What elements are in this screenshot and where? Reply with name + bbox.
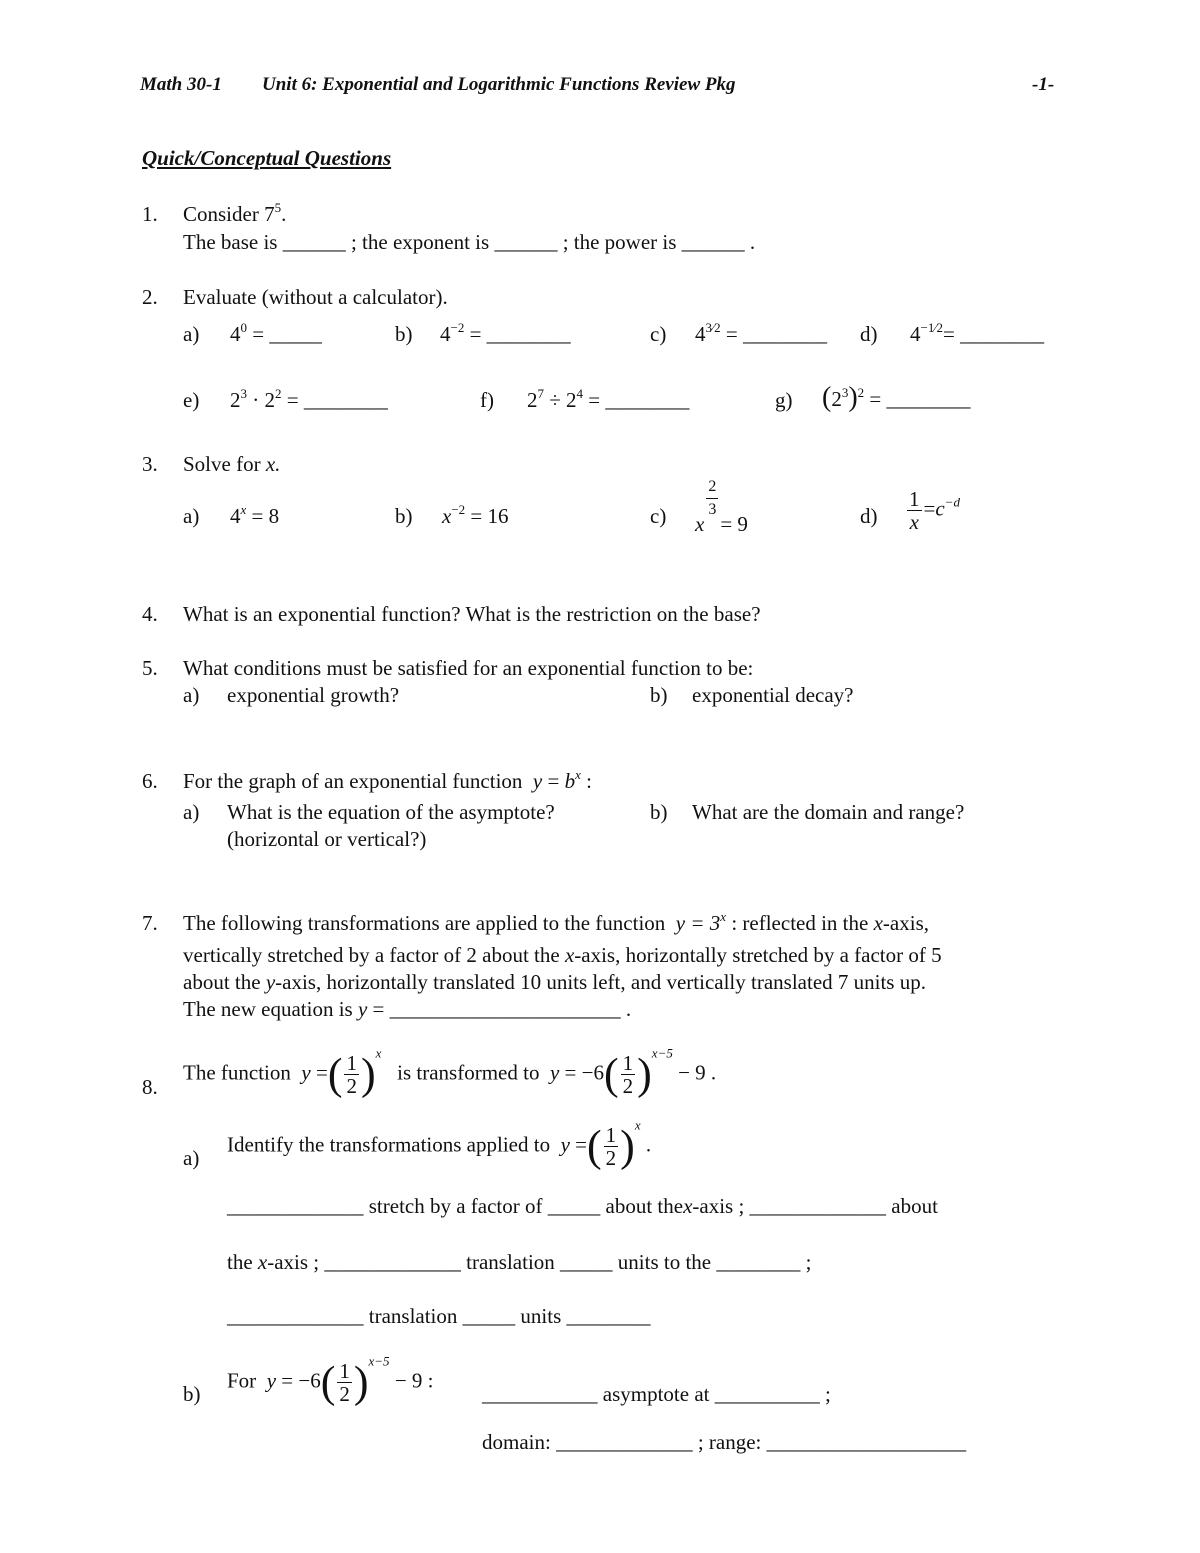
q8a-label: a) — [183, 1146, 200, 1170]
q2b-label: b) — [395, 322, 413, 346]
q7-line1: The following transformations are applied to the function $y = 3^x$ : reflected in the x-axis, — [183, 909, 929, 935]
q3c-expr: x $\frac{2}{3}$ = 9 — [695, 478, 748, 537]
q6a-text: What is the equation of the asymptote? — [227, 800, 555, 824]
q8-statement: The function y =( $\frac{1}{2}$ )$^x$ is transformed to y = −6( $\frac{1}{2}$ )$^{x-5}$ − 9 . — [183, 1045, 717, 1099]
q2d-label: d) — [860, 322, 878, 346]
q3d-expr: $\frac{1}{x}$ $=c^{-d}$ — [909, 487, 960, 534]
q6b-label: b) — [650, 800, 668, 824]
q5b-text: exponential decay? — [692, 683, 854, 707]
q3c-label: c) — [650, 504, 667, 528]
page-number: -1- — [1032, 74, 1055, 95]
q8b-domain-range: domain: _____________ ; range: ___________________ — [482, 1430, 967, 1454]
q2-prompt: Evaluate (without a calculator). — [183, 285, 448, 309]
q2-number: 2. — [142, 285, 158, 309]
q2a-expr: $4^0$ = _____ — [230, 320, 322, 346]
q5a-label: a) — [183, 683, 200, 707]
q3b-label: b) — [395, 504, 413, 528]
q7-line3: about the y-axis, horizontally translated 10 units left, and vertically translated 7 units up. — [183, 970, 926, 994]
q6-number: 6. — [142, 769, 158, 793]
q2e-expr: $2^3 \cdot 2^2$ = ________ — [230, 386, 388, 412]
q8a-text: Identify the transformations applied to y =( $\frac{1}{2}$ )$^x$ . — [227, 1117, 652, 1171]
q8b-label: b) — [183, 1382, 201, 1406]
q1-prompt: Consider $7^5$. — [183, 200, 287, 226]
q8-number: 8. — [142, 1075, 158, 1099]
q2c-label: c) — [650, 322, 667, 346]
q7-line2: vertically stretched by a factor of 2 about the x-axis, horizontally stretched by a factor of 5 — [183, 943, 942, 967]
q2b-expr: $4^{-2}$ = ________ — [440, 320, 571, 346]
q2f-label: f) — [480, 388, 494, 412]
q7-number: 7. — [142, 911, 158, 935]
q8b-asymptote: ___________ asymptote at __________ ; — [482, 1382, 831, 1406]
q3-prompt: Solve for x. — [183, 452, 281, 476]
course-label: Math 30-1 — [140, 74, 222, 95]
q6a-text2: (horizontal or vertical?) — [227, 827, 427, 851]
q5b-label: b) — [650, 683, 668, 707]
q5-text: What conditions must be satisfied for an exponential function to be: — [183, 656, 754, 680]
q2a-label: a) — [183, 322, 200, 346]
q8a-blank-line-3: _____________ translation _____ units ________ — [227, 1304, 651, 1328]
q8a-blank-line-2: the x-axis ; _____________ translation _____ units to the ________ ; — [227, 1250, 812, 1274]
q1-blanks: The base is ______ ; the exponent is ______ ; the power is ______ . — [183, 230, 756, 254]
unit-title: Unit 6: Exponential and Logarithmic Functions Review Pkg — [262, 74, 736, 95]
q2e-label: e) — [183, 388, 200, 412]
q2g-expr: $(2^3)^2$ = ________ — [822, 382, 971, 413]
q3a-expr: 4$^x$ = 8 — [230, 502, 280, 528]
q4-text: What is an exponential function? What is the restriction on the base? — [183, 602, 761, 626]
q8a-blank-line-1: _____________ stretch by a factor of _____ about thex-axis ; _____________ about — [227, 1194, 938, 1218]
q3d-label: d) — [860, 504, 878, 528]
q2f-expr: $2^7 \div 2^4$ = ________ — [527, 386, 690, 412]
q1-number: 1. — [142, 202, 158, 226]
q7-line4: The new equation is y = ______________________ . — [183, 997, 632, 1021]
q4-number: 4. — [142, 602, 158, 626]
q6-text: For the graph of an exponential function $y = b^x$ : — [183, 767, 592, 793]
q5-number: 5. — [142, 656, 158, 680]
q3a-label: a) — [183, 504, 200, 528]
q6b-text: What are the domain and range? — [692, 800, 965, 824]
q2c-expr: $4^{3⁄2}$ = ________ — [695, 320, 828, 346]
q3b-expr: $x^{-2} = 16$ — [442, 502, 509, 528]
q2d-expr: $4^{-1⁄2}=$ ________ — [910, 320, 1045, 346]
q3-number: 3. — [142, 452, 158, 476]
q2g-label: g) — [775, 388, 793, 412]
section-title: Quick/Conceptual Questions — [142, 146, 392, 170]
q8b-equation: For y = −6( $\frac{1}{2}$ )$^{x-5}$ − 9 : — [227, 1353, 434, 1407]
q5a-text: exponential growth? — [227, 683, 400, 707]
q6a-label: a) — [183, 800, 200, 824]
